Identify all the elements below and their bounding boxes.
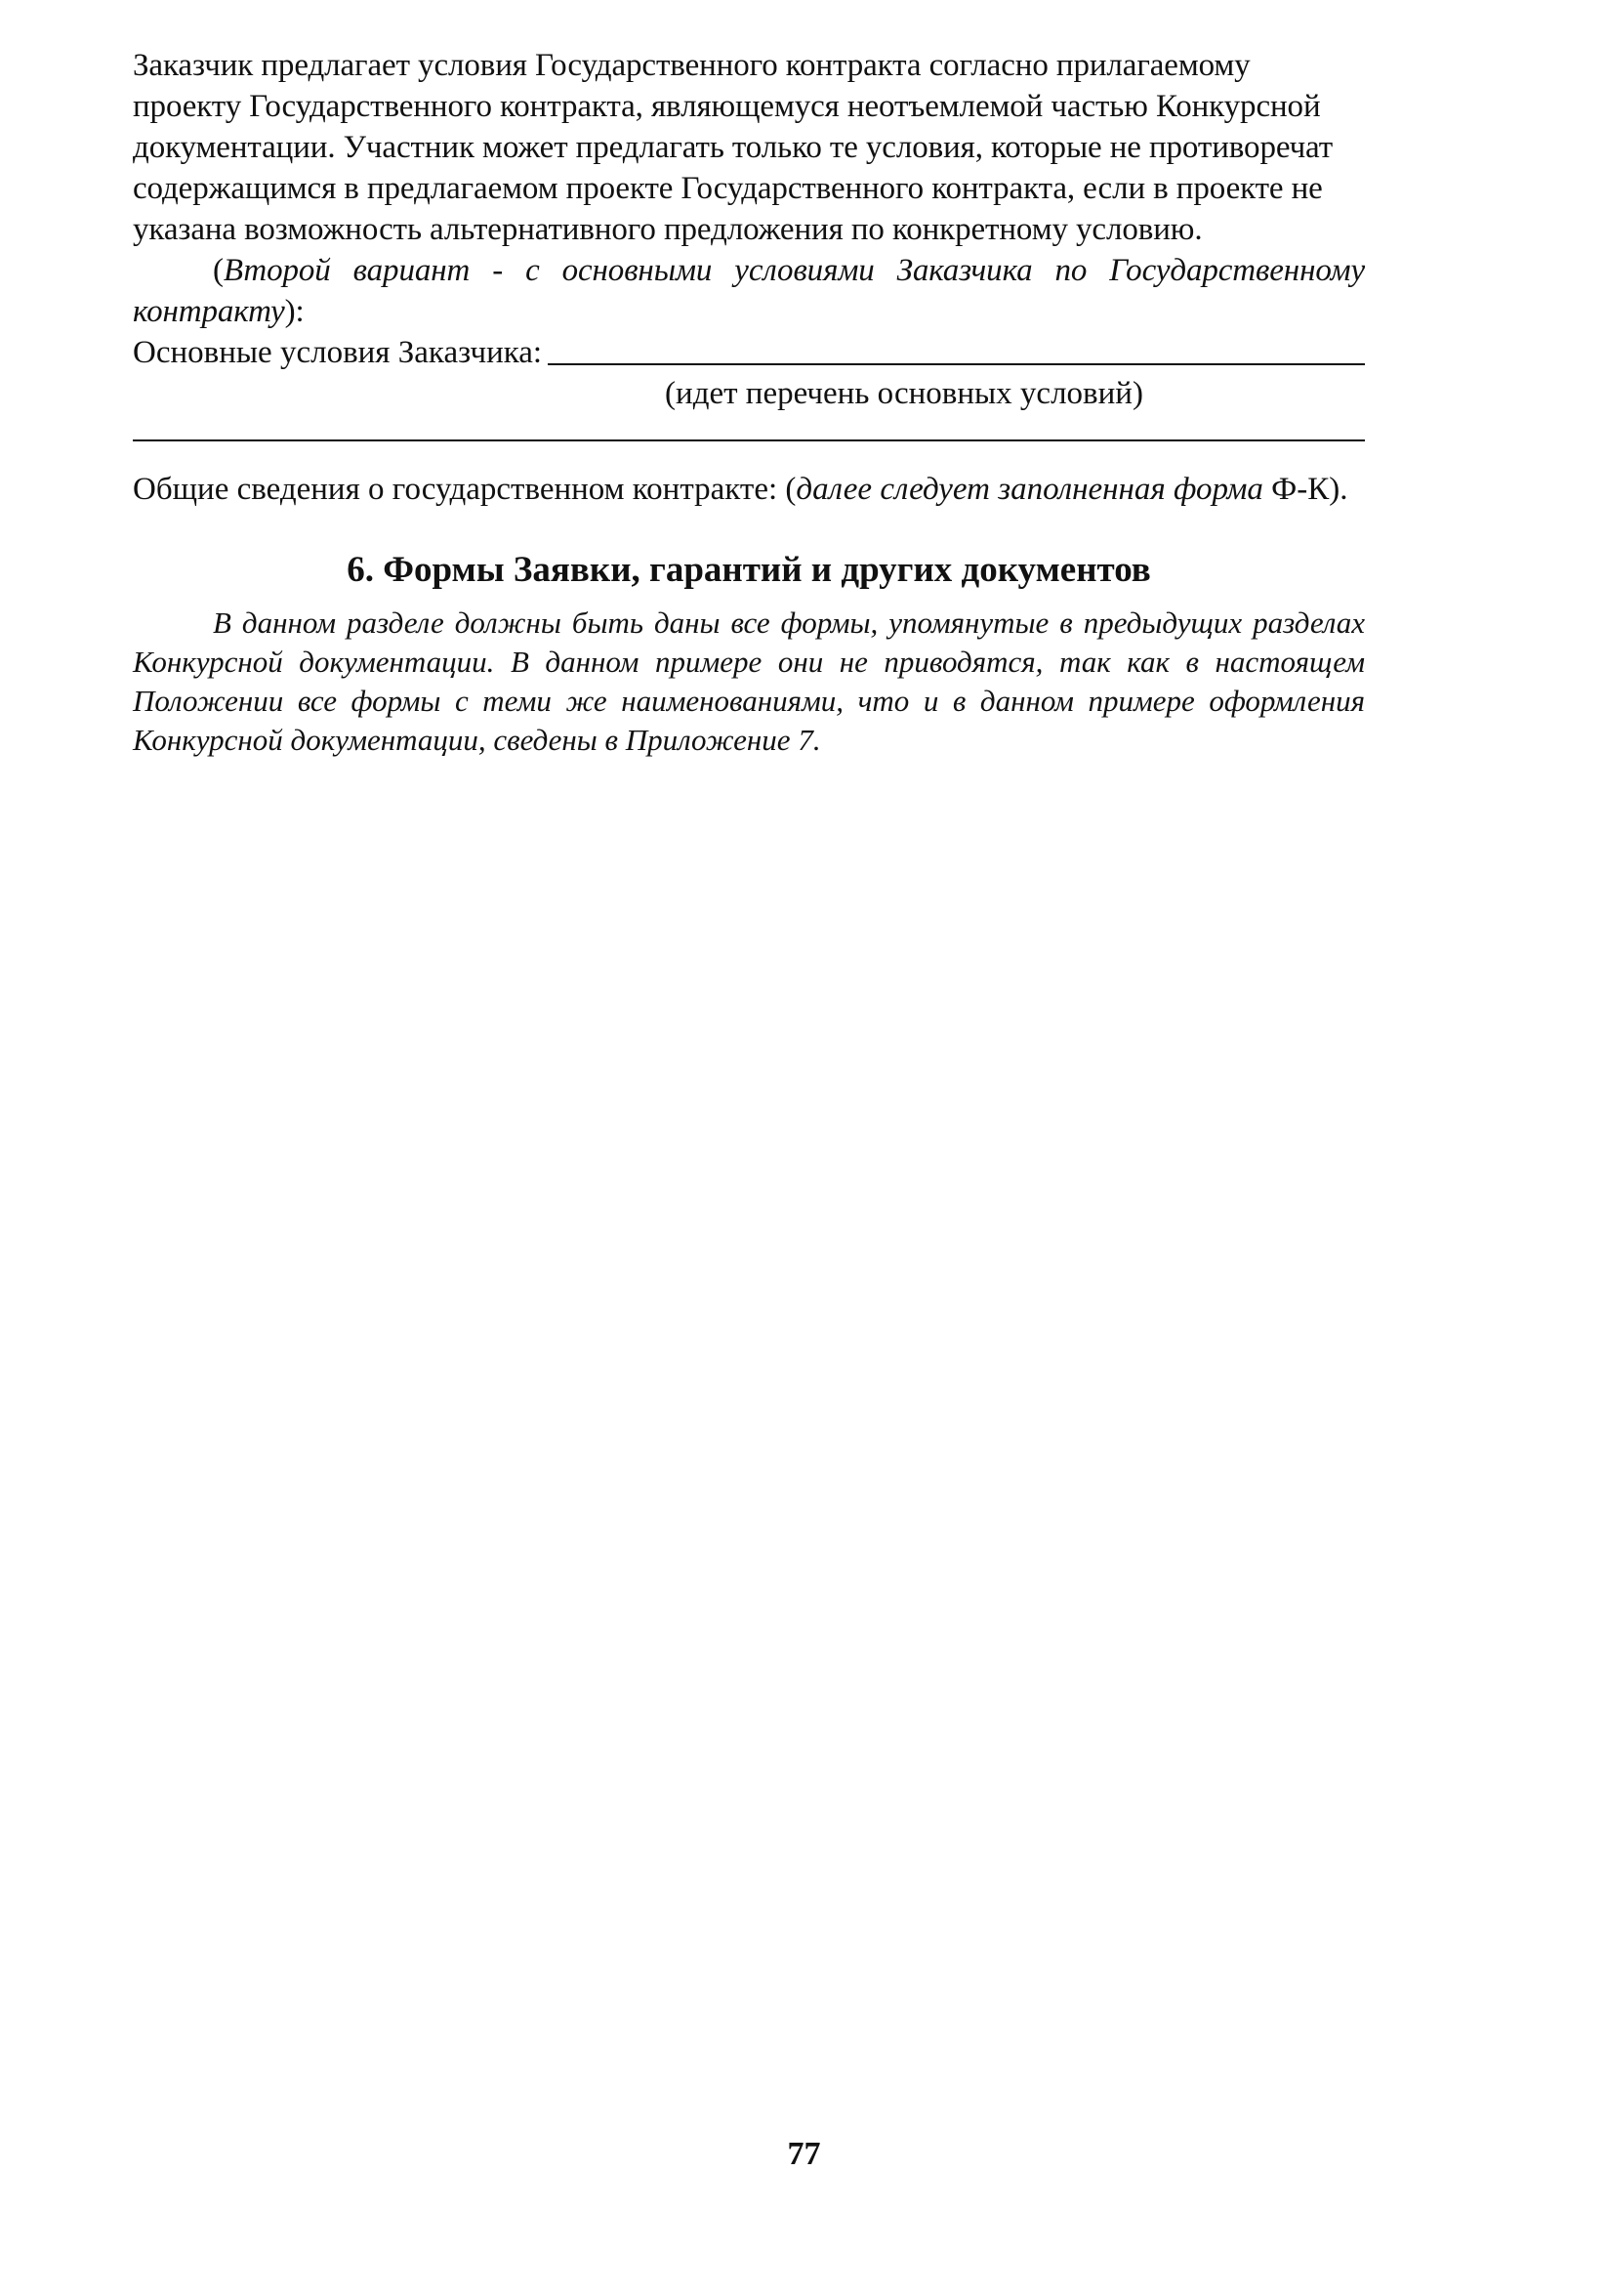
section-heading: 6. Формы Заявки, гарантий и других документов (347, 550, 1151, 590)
conditions-extra-line (133, 439, 1365, 441)
page-content (133, 45, 1365, 760)
general-info-label: Общие сведения о государственном контракте: ( (133, 472, 797, 507)
general-info-tail: Ф-К). (1262, 472, 1348, 507)
page-number: 77 (787, 2136, 821, 2172)
general-info-line (133, 469, 1365, 510)
variant-note-open-paren: ( (213, 253, 224, 288)
section-text: В данном разделе должны быть даны все формы, упомянутые в предыдущих разделах Конкурсной документации. В данном примере они не приводятся, так как в настоящем Положении все формы с теми же наименованиями, что и в данном примере оформления Конкурсной документации, сведены в Приложение 7. (133, 605, 1365, 757)
conditions-fill-line (548, 362, 1365, 365)
intro-paragraph: Заказчик предлагает условия Государственного контракта согласно прилагаемому проекту Государственного контракта, являющемуся неотъемлемой частью Конкурсной документации. Участник может предлагать только те условия, которые не противоречат содержащимся в предлагаемом проекте Государственного контракта, если в проекте не указана возможность альтернативного предложения по конкретному условию. (133, 48, 1334, 247)
variant-note-text-line1: Второй вариант - с основными условиями Заказчика по Государственному (223, 253, 1365, 288)
conditions-field-caption: (идет перечень основных условий) (665, 376, 1143, 411)
variant-note-close-paren: ): (284, 294, 305, 329)
variant-note-line1 (133, 250, 1365, 291)
general-info-italic: далее следует заполненная форма (796, 472, 1263, 507)
conditions-field-label: Основные условия Заказчика: (133, 335, 543, 370)
variant-note-line2 (133, 291, 1365, 332)
variant-note-text-line2: контракту (133, 294, 285, 329)
conditions-field-row (133, 332, 1365, 373)
